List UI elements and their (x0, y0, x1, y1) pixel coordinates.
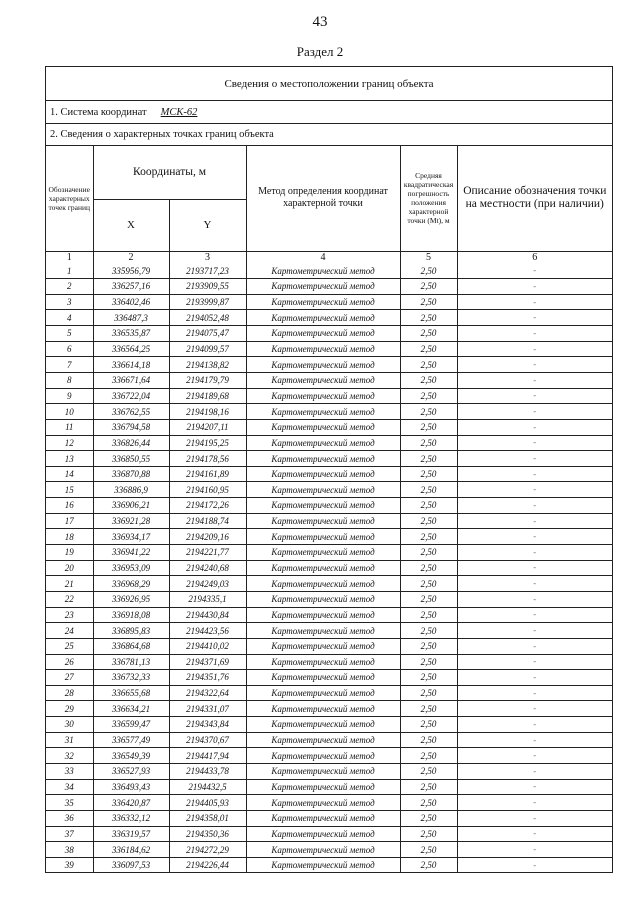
method-cell: Картометрический метод (246, 404, 400, 420)
x-coordinate-cell: 336487,3 (93, 310, 169, 326)
table-row (46, 701, 612, 717)
method-cell: Картометрический метод (246, 294, 400, 310)
header-x: X (93, 199, 169, 251)
precision-cell: 2,50 (400, 264, 457, 279)
table-row (46, 529, 612, 545)
description-cell: - (457, 560, 612, 576)
x-coordinate-cell: 336599,47 (93, 717, 169, 733)
x-coordinate-cell: 336934,17 (93, 529, 169, 545)
precision-cell: 2,50 (400, 810, 457, 826)
method-cell: Картометрический метод (246, 810, 400, 826)
points-table-body (46, 264, 612, 873)
precision-cell: 2,50 (400, 482, 457, 498)
precision-cell: 2,50 (400, 826, 457, 842)
precision-cell: 2,50 (400, 341, 457, 357)
y-coordinate-cell: 2194433,78 (169, 764, 246, 780)
description-cell: - (457, 670, 612, 686)
point-number-cell: 21 (46, 576, 93, 592)
x-coordinate-cell: 336402,46 (93, 294, 169, 310)
method-cell: Картометрический метод (246, 591, 400, 607)
table-row (46, 764, 612, 780)
method-cell: Картометрический метод (246, 857, 400, 872)
y-coordinate-cell: 2194249,03 (169, 576, 246, 592)
table-row (46, 545, 612, 561)
y-coordinate-cell: 2194178,56 (169, 451, 246, 467)
x-coordinate-cell: 336870,88 (93, 466, 169, 482)
point-number-cell: 22 (46, 591, 93, 607)
table-row (46, 310, 612, 326)
point-number-cell: 39 (46, 857, 93, 872)
column-number: 1 (46, 251, 93, 264)
description-cell: - (457, 764, 612, 780)
precision-cell: 2,50 (400, 451, 457, 467)
table-title: Сведения о местоположении границ объекта (46, 67, 612, 101)
y-coordinate-cell: 2194335,1 (169, 591, 246, 607)
point-number-cell: 34 (46, 779, 93, 795)
precision-cell: 2,50 (400, 591, 457, 607)
x-coordinate-cell: 336257,16 (93, 279, 169, 295)
method-cell: Картометрический метод (246, 607, 400, 623)
header-precision: Средняя квадратическая погрешность положения характерной точки (Mt), м (400, 146, 457, 251)
y-coordinate-cell: 2194358,01 (169, 810, 246, 826)
points-section-label: 2. Сведения о характерных точках границ объекта (46, 124, 612, 146)
table-row (46, 264, 612, 279)
point-number-cell: 3 (46, 294, 93, 310)
coordinate-system-label: 1. Система координат (50, 106, 147, 118)
description-cell: - (457, 404, 612, 420)
point-number-cell: 2 (46, 279, 93, 295)
table-row (46, 779, 612, 795)
page-number: 43 (312, 14, 328, 30)
x-coordinate-cell: 336493,43 (93, 779, 169, 795)
x-coordinate-cell: 336184,62 (93, 842, 169, 858)
point-number-cell: 6 (46, 341, 93, 357)
description-cell: - (457, 576, 612, 592)
precision-cell: 2,50 (400, 623, 457, 639)
table-row (46, 279, 612, 295)
method-cell: Картометрический метод (246, 842, 400, 858)
table-row (46, 435, 612, 451)
table-row (46, 795, 612, 811)
y-coordinate-cell: 2193909,55 (169, 279, 246, 295)
x-coordinate-cell: 336850,55 (93, 451, 169, 467)
x-coordinate-cell: 336953,09 (93, 560, 169, 576)
point-number-cell: 38 (46, 842, 93, 858)
y-coordinate-cell: 2194075,47 (169, 326, 246, 342)
column-number: 6 (457, 251, 612, 264)
point-number-cell: 4 (46, 310, 93, 326)
precision-cell: 2,50 (400, 545, 457, 561)
column-number: 3 (169, 251, 246, 264)
precision-cell: 2,50 (400, 576, 457, 592)
point-number-cell: 8 (46, 372, 93, 388)
precision-cell: 2,50 (400, 701, 457, 717)
method-cell: Картометрический метод (246, 795, 400, 811)
point-number-cell: 12 (46, 435, 93, 451)
column-number-row (46, 251, 612, 264)
method-cell: Картометрический метод (246, 372, 400, 388)
method-cell: Картометрический метод (246, 326, 400, 342)
y-coordinate-cell: 2193717,23 (169, 264, 246, 279)
point-number-cell: 31 (46, 732, 93, 748)
table-row (46, 670, 612, 686)
x-coordinate-cell: 336732,33 (93, 670, 169, 686)
description-cell: - (457, 341, 612, 357)
header-point-designation: Обозначение характерных точек границ (46, 146, 93, 251)
x-coordinate-cell: 336097,53 (93, 857, 169, 872)
y-coordinate-cell: 2194209,16 (169, 529, 246, 545)
precision-cell: 2,50 (400, 466, 457, 482)
precision-cell: 2,50 (400, 842, 457, 858)
table-row (46, 419, 612, 435)
table-row (46, 623, 612, 639)
description-cell: - (457, 717, 612, 733)
y-coordinate-cell: 2194226,44 (169, 857, 246, 872)
method-cell: Картометрический метод (246, 310, 400, 326)
x-coordinate-cell: 336420,87 (93, 795, 169, 811)
point-number-cell: 32 (46, 748, 93, 764)
method-cell: Картометрический метод (246, 764, 400, 780)
precision-cell: 2,50 (400, 513, 457, 529)
y-coordinate-cell: 2194161,89 (169, 466, 246, 482)
point-number-cell: 27 (46, 670, 93, 686)
description-cell: - (457, 529, 612, 545)
header-method: Метод определения координат характерной точки (246, 146, 400, 251)
y-coordinate-cell: 2194343,84 (169, 717, 246, 733)
precision-cell: 2,50 (400, 279, 457, 295)
point-number-cell: 9 (46, 388, 93, 404)
point-number-cell: 30 (46, 717, 93, 733)
x-coordinate-cell: 336671,64 (93, 372, 169, 388)
description-cell: - (457, 451, 612, 467)
x-coordinate-cell: 336918,08 (93, 607, 169, 623)
description-cell: - (457, 372, 612, 388)
point-number-cell: 20 (46, 560, 93, 576)
method-cell: Картометрический метод (246, 748, 400, 764)
x-coordinate-cell: 336549,39 (93, 748, 169, 764)
method-cell: Картометрический метод (246, 482, 400, 498)
header-coordinates: Координаты, м (93, 146, 246, 199)
y-coordinate-cell: 2193999,87 (169, 294, 246, 310)
point-number-cell: 10 (46, 404, 93, 420)
precision-cell: 2,50 (400, 764, 457, 780)
point-number-cell: 24 (46, 623, 93, 639)
precision-cell: 2,50 (400, 372, 457, 388)
description-cell: - (457, 279, 612, 295)
x-coordinate-cell: 336332,12 (93, 810, 169, 826)
x-coordinate-cell: 335956,79 (93, 264, 169, 279)
column-number: 2 (93, 251, 169, 264)
description-cell: - (457, 498, 612, 514)
y-coordinate-cell: 2194099,57 (169, 341, 246, 357)
precision-cell: 2,50 (400, 326, 457, 342)
table-row (46, 560, 612, 576)
y-coordinate-cell: 2194179,79 (169, 372, 246, 388)
y-coordinate-cell: 2194198,16 (169, 404, 246, 420)
points-table (46, 146, 612, 872)
point-number-cell: 14 (46, 466, 93, 482)
table-row (46, 842, 612, 858)
x-coordinate-cell: 336794,58 (93, 419, 169, 435)
coordinate-system-value: МСК-62 (160, 106, 198, 118)
x-coordinate-cell: 336941,22 (93, 545, 169, 561)
description-cell: - (457, 826, 612, 842)
table-row (46, 513, 612, 529)
method-cell: Картометрический метод (246, 357, 400, 373)
x-coordinate-cell: 336319,57 (93, 826, 169, 842)
y-coordinate-cell: 2194430,84 (169, 607, 246, 623)
y-coordinate-cell: 2194410,02 (169, 638, 246, 654)
table-row (46, 826, 612, 842)
method-cell: Картометрический метод (246, 717, 400, 733)
y-coordinate-cell: 2194322,64 (169, 685, 246, 701)
method-cell: Картометрический метод (246, 623, 400, 639)
x-coordinate-cell: 336614,18 (93, 357, 169, 373)
precision-cell: 2,50 (400, 560, 457, 576)
header-y: Y (169, 199, 246, 251)
table-row (46, 388, 612, 404)
method-cell: Картометрический метод (246, 560, 400, 576)
precision-cell: 2,50 (400, 310, 457, 326)
method-cell: Картометрический метод (246, 279, 400, 295)
method-cell: Картометрический метод (246, 638, 400, 654)
boundary-table-sheet (45, 66, 613, 873)
y-coordinate-cell: 2194221,77 (169, 545, 246, 561)
x-coordinate-cell: 336926,95 (93, 591, 169, 607)
description-cell: - (457, 638, 612, 654)
method-cell: Картометрический метод (246, 779, 400, 795)
point-number-cell: 26 (46, 654, 93, 670)
precision-cell: 2,50 (400, 857, 457, 872)
method-cell: Картометрический метод (246, 826, 400, 842)
table-row (46, 294, 612, 310)
description-cell: - (457, 357, 612, 373)
method-cell: Картометрический метод (246, 529, 400, 545)
method-cell: Картометрический метод (246, 732, 400, 748)
method-cell: Картометрический метод (246, 419, 400, 435)
table-row (46, 451, 612, 467)
method-cell: Картометрический метод (246, 654, 400, 670)
point-number-cell: 35 (46, 795, 93, 811)
table-row (46, 810, 612, 826)
description-cell: - (457, 857, 612, 872)
table-row (46, 326, 612, 342)
precision-cell: 2,50 (400, 419, 457, 435)
y-coordinate-cell: 2194371,69 (169, 654, 246, 670)
point-number-cell: 7 (46, 357, 93, 373)
table-row (46, 607, 612, 623)
description-cell: - (457, 388, 612, 404)
table-row (46, 685, 612, 701)
precision-cell: 2,50 (400, 654, 457, 670)
y-coordinate-cell: 2194432,5 (169, 779, 246, 795)
precision-cell: 2,50 (400, 748, 457, 764)
x-coordinate-cell: 336527,93 (93, 764, 169, 780)
precision-cell: 2,50 (400, 685, 457, 701)
y-coordinate-cell: 2194138,82 (169, 357, 246, 373)
method-cell: Картометрический метод (246, 545, 400, 561)
method-cell: Картометрический метод (246, 498, 400, 514)
description-cell: - (457, 435, 612, 451)
description-cell: - (457, 294, 612, 310)
y-coordinate-cell: 2194405,93 (169, 795, 246, 811)
description-cell: - (457, 654, 612, 670)
description-cell: - (457, 732, 612, 748)
table-row (46, 482, 612, 498)
table-row (46, 654, 612, 670)
y-coordinate-cell: 2194417,94 (169, 748, 246, 764)
x-coordinate-cell: 336762,55 (93, 404, 169, 420)
point-number-cell: 17 (46, 513, 93, 529)
precision-cell: 2,50 (400, 498, 457, 514)
precision-cell: 2,50 (400, 435, 457, 451)
precision-cell: 2,50 (400, 607, 457, 623)
method-cell: Картометрический метод (246, 701, 400, 717)
point-number-cell: 29 (46, 701, 93, 717)
y-coordinate-cell: 2194188,74 (169, 513, 246, 529)
method-cell: Картометрический метод (246, 670, 400, 686)
coordinate-system-row (46, 101, 612, 124)
x-coordinate-cell: 336655,68 (93, 685, 169, 701)
y-coordinate-cell: 2194272,29 (169, 842, 246, 858)
description-cell: - (457, 842, 612, 858)
table-row (46, 498, 612, 514)
x-coordinate-cell: 336535,87 (93, 326, 169, 342)
description-cell: - (457, 264, 612, 279)
column-number: 4 (246, 251, 400, 264)
x-coordinate-cell: 336921,28 (93, 513, 169, 529)
method-cell: Картометрический метод (246, 466, 400, 482)
method-cell: Картометрический метод (246, 451, 400, 467)
section-title: Раздел 2 (296, 44, 344, 59)
precision-cell: 2,50 (400, 779, 457, 795)
description-cell: - (457, 607, 612, 623)
table-row (46, 638, 612, 654)
method-cell: Картометрический метод (246, 388, 400, 404)
table-row (46, 357, 612, 373)
y-coordinate-cell: 2194172,26 (169, 498, 246, 514)
y-coordinate-cell: 2194370,67 (169, 732, 246, 748)
y-coordinate-cell: 2194195,25 (169, 435, 246, 451)
method-cell: Картометрический метод (246, 264, 400, 279)
precision-cell: 2,50 (400, 670, 457, 686)
point-number-cell: 11 (46, 419, 93, 435)
description-cell: - (457, 419, 612, 435)
description-cell: - (457, 748, 612, 764)
x-coordinate-cell: 336906,21 (93, 498, 169, 514)
y-coordinate-cell: 2194423,56 (169, 623, 246, 639)
point-number-cell: 23 (46, 607, 93, 623)
point-number-cell: 36 (46, 810, 93, 826)
precision-cell: 2,50 (400, 732, 457, 748)
point-number-cell: 13 (46, 451, 93, 467)
x-coordinate-cell: 336968,29 (93, 576, 169, 592)
precision-cell: 2,50 (400, 294, 457, 310)
point-number-cell: 33 (46, 764, 93, 780)
table-row (46, 748, 612, 764)
description-cell: - (457, 810, 612, 826)
method-cell: Картометрический метод (246, 435, 400, 451)
y-coordinate-cell: 2194189,68 (169, 388, 246, 404)
header-description: Описание обозначения точки на местности (при наличии) (457, 146, 612, 251)
x-coordinate-cell: 336895,83 (93, 623, 169, 639)
y-coordinate-cell: 2194350,36 (169, 826, 246, 842)
precision-cell: 2,50 (400, 357, 457, 373)
table-row (46, 857, 612, 872)
precision-cell: 2,50 (400, 638, 457, 654)
point-number-cell: 19 (46, 545, 93, 561)
description-cell: - (457, 623, 612, 639)
x-coordinate-cell: 336634,21 (93, 701, 169, 717)
description-cell: - (457, 545, 612, 561)
x-coordinate-cell: 336564,25 (93, 341, 169, 357)
y-coordinate-cell: 2194160,95 (169, 482, 246, 498)
description-cell: - (457, 701, 612, 717)
point-number-cell: 1 (46, 264, 93, 279)
description-cell: - (457, 466, 612, 482)
x-coordinate-cell: 336826,44 (93, 435, 169, 451)
precision-cell: 2,50 (400, 795, 457, 811)
point-number-cell: 16 (46, 498, 93, 514)
table-row (46, 591, 612, 607)
point-number-cell: 5 (46, 326, 93, 342)
precision-cell: 2,50 (400, 717, 457, 733)
column-number: 5 (400, 251, 457, 264)
y-coordinate-cell: 2194052,48 (169, 310, 246, 326)
y-coordinate-cell: 2194207,11 (169, 419, 246, 435)
precision-cell: 2,50 (400, 529, 457, 545)
point-number-cell: 28 (46, 685, 93, 701)
y-coordinate-cell: 2194240,68 (169, 560, 246, 576)
x-coordinate-cell: 336886,9 (93, 482, 169, 498)
x-coordinate-cell: 336722,04 (93, 388, 169, 404)
description-cell: - (457, 591, 612, 607)
point-number-cell: 15 (46, 482, 93, 498)
x-coordinate-cell: 336577,49 (93, 732, 169, 748)
table-row (46, 732, 612, 748)
point-number-cell: 18 (46, 529, 93, 545)
x-coordinate-cell: 336781,13 (93, 654, 169, 670)
table-row (46, 466, 612, 482)
table-row (46, 372, 612, 388)
y-coordinate-cell: 2194351,76 (169, 670, 246, 686)
table-row (46, 341, 612, 357)
point-number-cell: 37 (46, 826, 93, 842)
y-coordinate-cell: 2194331,07 (169, 701, 246, 717)
description-cell: - (457, 310, 612, 326)
method-cell: Картометрический метод (246, 576, 400, 592)
method-cell: Картометрический метод (246, 685, 400, 701)
description-cell: - (457, 795, 612, 811)
table-row (46, 576, 612, 592)
point-number-cell: 25 (46, 638, 93, 654)
x-coordinate-cell: 336864,68 (93, 638, 169, 654)
description-cell: - (457, 513, 612, 529)
precision-cell: 2,50 (400, 388, 457, 404)
table-row (46, 717, 612, 733)
description-cell: - (457, 685, 612, 701)
description-cell: - (457, 482, 612, 498)
description-cell: - (457, 779, 612, 795)
method-cell: Картометрический метод (246, 341, 400, 357)
precision-cell: 2,50 (400, 404, 457, 420)
method-cell: Картометрический метод (246, 513, 400, 529)
table-row (46, 404, 612, 420)
description-cell: - (457, 326, 612, 342)
